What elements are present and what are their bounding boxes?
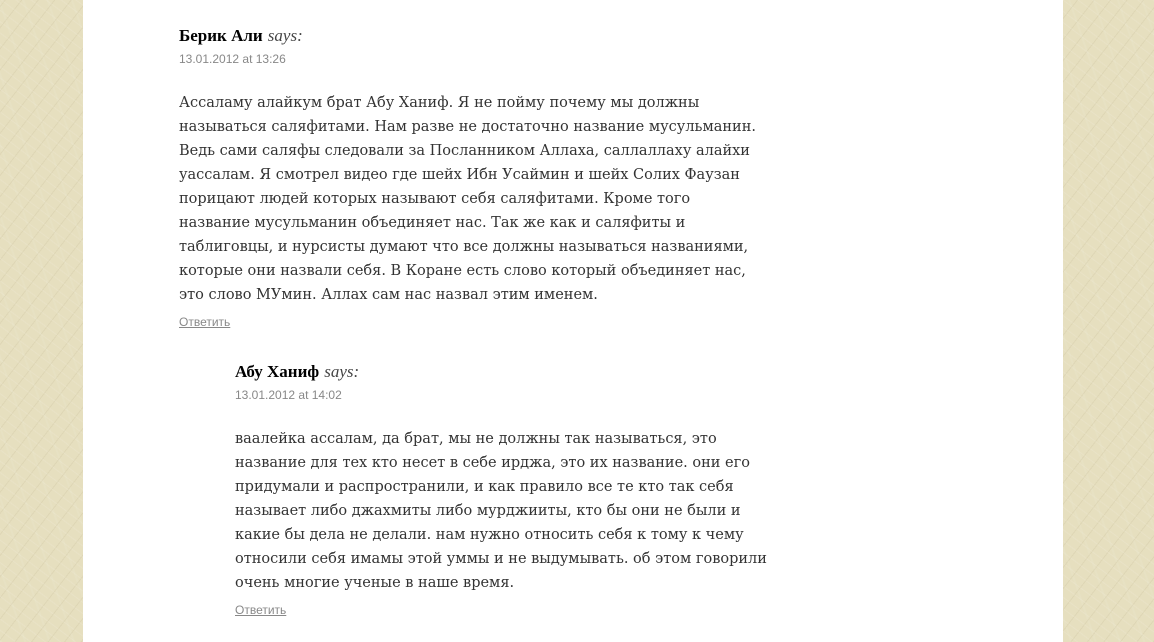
comment-text: ваалейка ассалам, да брат, мы не должны так называться, это название для тех кто несет в себе ирджа, это их название. они его придумали и распространили, и как правило все те кто так себя называет либо джахмиты либо мурджииты, кто бы они не были и какие бы дела не делали. нам нужно относить себя к тому к чему относили себя имамы этой уммы и не выдумывать. об этом говорили очень многие ученые в наше время. [235,431,767,591]
comment-date-link[interactable]: 13.01.2012 at 13:26 [179,52,286,66]
reply-link[interactable]: Ответить [179,315,231,329]
comment-text: Ассаламу алайкум брат Абу Ханиф. Я не пойму почему мы должны называться саляфитами. Нам разве не достаточно название мусульманин. Ведь сами саляфы следовали за Посланником Аллаха, саллаллаху алайхи уассалам. Я смотрел видео где шейх Ибн Усаймин и шейх Солих Фаузан порицают людей которых называют себя саляфитами. Кроме того название мусульманин объединяет нас. Так же как и саляфиты и таблиговцы, и нурсисты думают что все должны называться названиями, которые они назвали себя. В Коране есть слово который объединяет нас, это слово МУмин. Аллах сам нас назвал этим именем. [179,95,756,303]
comment-reply [235,362,795,618]
reply-link[interactable]: Ответить [235,603,287,617]
comment-says-label: says: [267,26,303,45]
comment-author-line [179,26,779,46]
comment-date-link[interactable]: 13.01.2012 at 14:02 [235,388,342,402]
comment-author-line [235,362,795,382]
comment-author: Абу Ханиф [235,362,320,381]
comment-author: Берик Али [179,26,263,45]
content-area [83,0,1063,642]
comment-says-label: says: [324,362,360,381]
comment [179,26,779,330]
